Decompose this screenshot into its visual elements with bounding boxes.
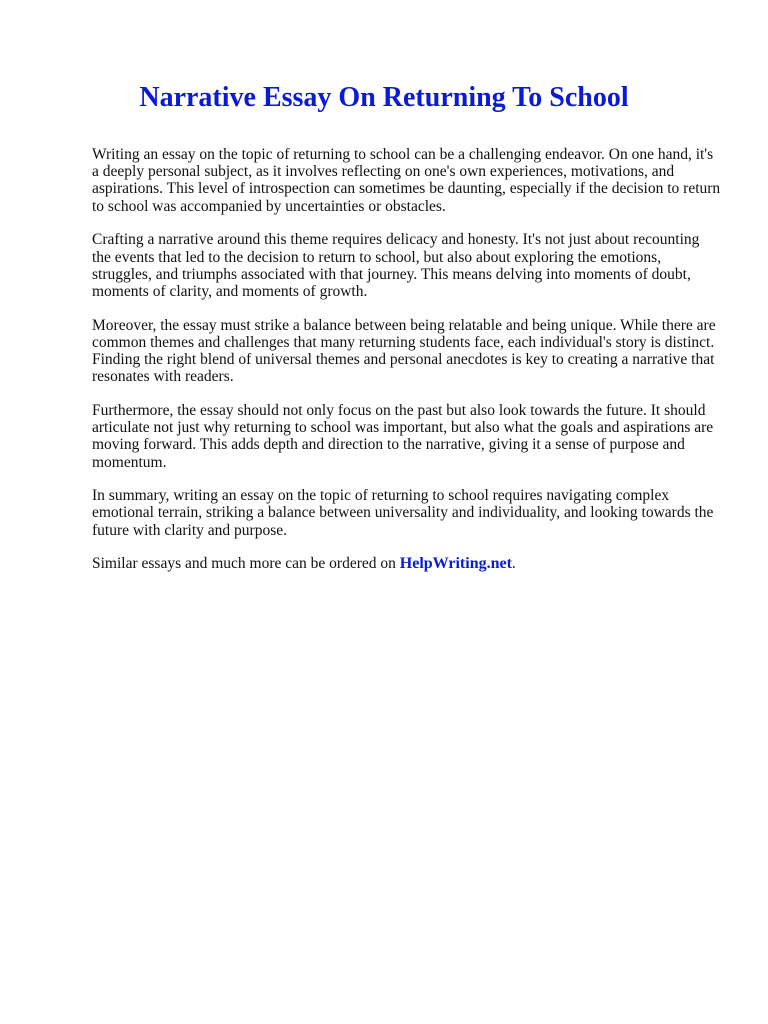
document-title: Narrative Essay On Returning To School	[139, 82, 629, 113]
paragraph-1: Writing an essay on the topic of returning to school can be a challenging endeavor. On one hand, it's a deeply personal subject, as it involves reflecting on one's own experiences, motivations, and aspirations. This level of introspection can sometimes be daunting, especially if the decision to return to school was accompanied by uncertainties or obstacles.	[92, 146, 721, 215]
paragraph-4: Furthermore, the essay should not only focus on the past but also look towards the future. It should articulate not just why returning to school was important, but also what the goals and aspirations are moving forward. This adds depth and direction to the narrative, giving it a sense of purpose and momentum.	[92, 401, 714, 471]
helpwriting-link[interactable]: HelpWriting.net	[399, 555, 512, 573]
paragraph-2: Crafting a narrative around this theme requires delicacy and honesty. It's not just about recounting the events that led to the decision to return to school, but also about exploring the emotions, struggles, and triumphs associated with that journey. This means delving into moments of doubt, moments of clarity, and moments of growth.	[92, 231, 700, 300]
closing-suffix: .	[511, 555, 516, 573]
paragraph-3: Moreover, the essay must strike a balance between being relatable and being unique. While there are common themes and challenges that many returning students face, each individual's story is distinct. Finding the right blend of universal themes and personal anecdotes is key to creating a narrative that resonates with readers.	[92, 316, 716, 386]
closing-prefix: Similar essays and much more can be ordered on	[92, 555, 400, 573]
paragraph-5: In summary, writing an essay on the topic of returning to school requires navigating complex emotional terrain, striking a balance between universality and individuality, and looking towards the future with clarity and purpose.	[92, 487, 714, 539]
closing-line	[92, 555, 722, 572]
document-body	[92, 146, 722, 589]
